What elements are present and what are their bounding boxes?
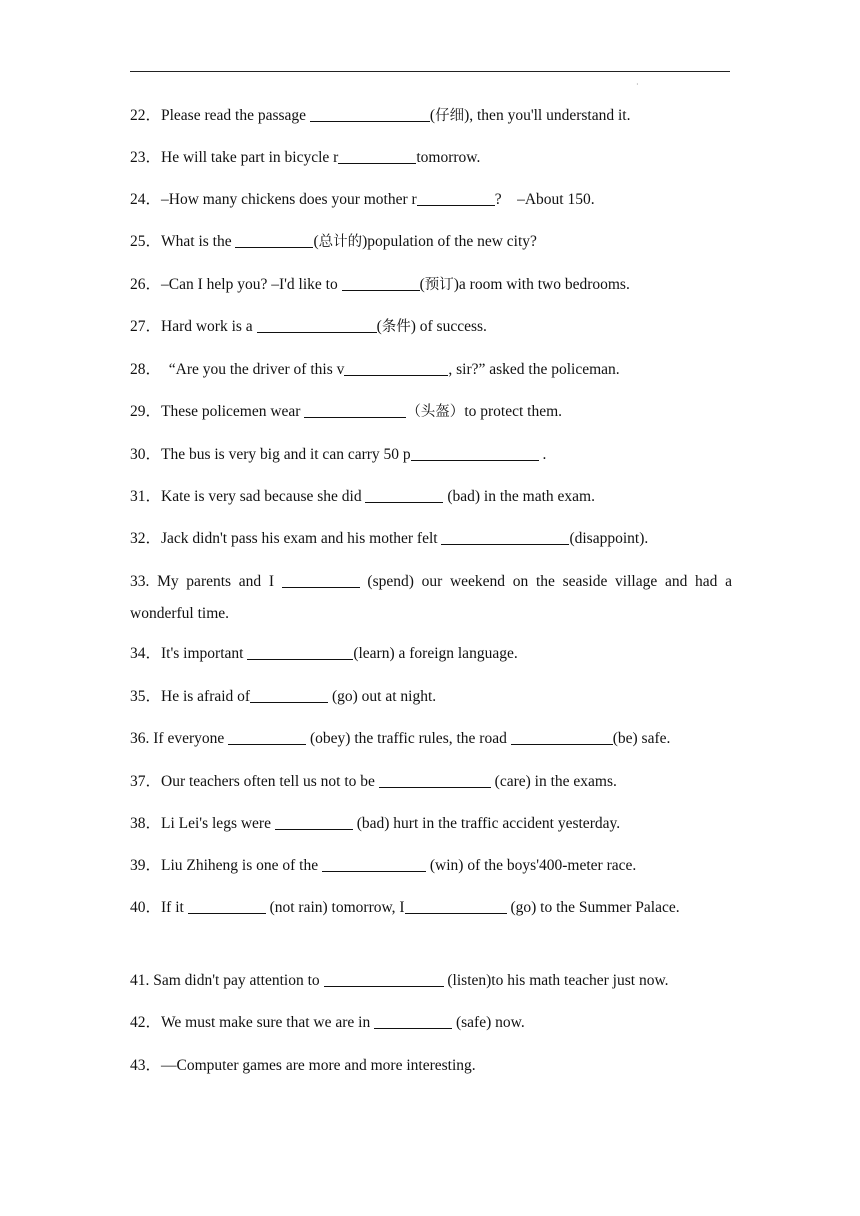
question-33 <box>130 566 732 630</box>
question-27 <box>130 311 732 343</box>
question-text: 41. Sam didn't pay attention to <box>130 972 324 989</box>
question-text: 40．If it <box>130 899 188 916</box>
question-text: to protect them. <box>464 403 563 420</box>
answer-blank[interactable] <box>405 899 507 914</box>
question-29 <box>130 396 732 428</box>
question-34 <box>130 638 732 670</box>
question-32 <box>130 523 732 555</box>
answer-blank[interactable] <box>310 107 430 122</box>
question-43 <box>130 1050 732 1082</box>
answer-blank[interactable] <box>322 857 426 872</box>
answer-blank[interactable] <box>441 530 569 545</box>
question-22 <box>130 100 732 132</box>
chinese-hint: 条件 <box>381 319 411 335</box>
question-text: tomorrow. <box>416 149 481 166</box>
question-37 <box>130 766 732 798</box>
header-rule <box>130 71 730 72</box>
question-36 <box>130 723 732 755</box>
question-text: (not rain) tomorrow, I <box>265 899 405 916</box>
question-text: ), then you'll understand it. <box>464 107 631 124</box>
question-text: 37．Our teachers often tell us not to be <box>130 773 379 790</box>
question-26 <box>130 269 732 301</box>
question-text: ( <box>376 318 382 335</box>
chinese-hint: （头盔） <box>406 404 465 420</box>
question-38 <box>130 808 732 840</box>
header-dot: · <box>636 80 639 89</box>
answer-blank[interactable] <box>247 645 353 660</box>
question-23 <box>130 142 732 174</box>
question-text: 36. If everyone <box>130 730 229 747</box>
answer-blank[interactable] <box>324 972 444 987</box>
answer-blank[interactable] <box>250 688 328 703</box>
question-text: 22．Please read the passage <box>130 107 310 124</box>
question-text: 31．Kate is very sad because she did <box>130 488 366 505</box>
question-text: ( <box>313 233 319 250</box>
question-text: 30．The bus is very big and it can carry 50 p <box>130 446 411 463</box>
question-text: (listen)to his math teacher just now. <box>443 972 669 989</box>
question-text: )a room with two bedrooms. <box>453 276 630 293</box>
answer-blank[interactable] <box>417 191 495 206</box>
question-text: 32．Jack didn't pass his exam and his mother felt <box>130 530 442 547</box>
chinese-hint: 预订 <box>424 277 454 293</box>
question-text: ( <box>419 276 425 293</box>
answer-blank[interactable] <box>411 446 539 461</box>
question-text: 33. My parents and I <box>130 573 282 590</box>
answer-blank[interactable] <box>235 233 313 248</box>
question-text: 28． “Are you the driver of this v <box>130 361 345 378</box>
answer-blank[interactable] <box>228 730 306 745</box>
answer-blank[interactable] <box>344 361 448 376</box>
question-text: 26．–Can I help you? –I'd like to <box>130 276 342 293</box>
answer-blank[interactable] <box>282 573 360 588</box>
question-text: ) of success. <box>410 318 487 335</box>
answer-blank[interactable] <box>275 815 353 830</box>
question-text: (go) out at night. <box>328 688 437 705</box>
answer-blank[interactable] <box>342 276 420 291</box>
question-41 <box>130 965 732 997</box>
question-text: (bad) hurt in the traffic accident yesterday. <box>352 815 621 832</box>
question-35 <box>130 681 732 713</box>
question-25 <box>130 226 732 258</box>
question-text: 35．He is afraid of <box>130 688 251 705</box>
answer-blank[interactable] <box>338 149 416 164</box>
question-text: , sir?” asked the policeman. <box>448 361 620 378</box>
chinese-hint: 仔细 <box>435 108 465 124</box>
question-text: (bad) in the math exam. <box>443 488 595 505</box>
question-42 <box>130 1007 732 1039</box>
question-text: (safe) now. <box>452 1014 525 1031</box>
question-text: 43．—Computer games are more and more interesting. <box>130 1057 476 1074</box>
question-text: 27．Hard work is a <box>130 318 257 335</box>
answer-blank[interactable] <box>365 488 443 503</box>
question-text: (spend) our weekend on the seaside village and had a wonderful time. <box>130 573 732 622</box>
answer-blank[interactable] <box>257 318 377 333</box>
answer-blank[interactable] <box>188 899 266 914</box>
question-text: 29．These policemen wear <box>130 403 305 420</box>
answer-blank[interactable] <box>374 1014 452 1029</box>
question-30 <box>130 439 732 471</box>
question-text: 25．What is the <box>130 233 236 250</box>
question-text: . <box>538 446 547 463</box>
chinese-hint: 总计的 <box>318 234 363 250</box>
question-40 <box>130 892 690 924</box>
question-31 <box>130 481 732 513</box>
question-text: (disappoint). <box>569 530 649 547</box>
question-39 <box>130 850 732 882</box>
question-text: (go) to the Summer Palace. <box>506 899 680 916</box>
question-text: (win) of the boys'400-meter race. <box>426 857 637 874</box>
question-text: 34．It's important <box>130 645 248 662</box>
question-text: (be) safe. <box>612 730 671 747</box>
question-text: (obey) the traffic rules, the road <box>306 730 511 747</box>
question-text: )population of the new city? <box>362 233 537 250</box>
question-text: ? –About 150. <box>494 191 595 208</box>
question-text: 42．We must make sure that we are in <box>130 1014 375 1031</box>
question-28 <box>130 354 732 386</box>
question-text: 38．Li Lei's legs were <box>130 815 275 832</box>
question-text: (care) in the exams. <box>490 773 617 790</box>
question-text: ( <box>429 107 436 124</box>
question-24 <box>130 184 732 216</box>
question-text: (learn) a foreign language. <box>353 645 518 662</box>
question-text: 23．He will take part in bicycle r <box>130 149 339 166</box>
question-text: 39．Liu Zhiheng is one of the <box>130 857 322 874</box>
answer-blank[interactable] <box>379 773 491 788</box>
answer-blank[interactable] <box>304 403 406 418</box>
question-text: 24．–How many chickens does your mother r <box>130 191 417 208</box>
answer-blank[interactable] <box>511 730 613 745</box>
